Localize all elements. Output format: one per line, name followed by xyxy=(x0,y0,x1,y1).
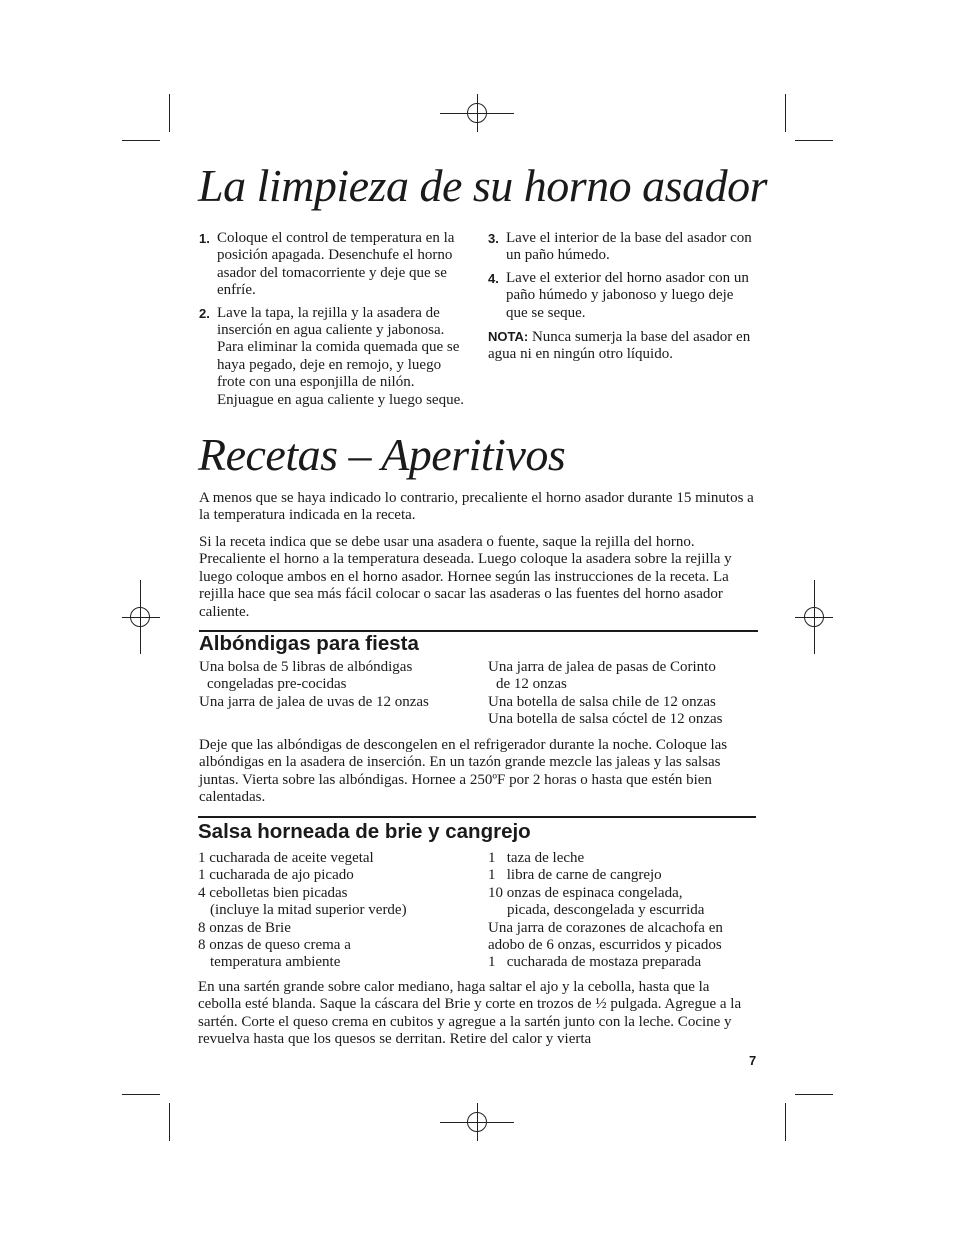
albondigas-ingredients-right xyxy=(488,659,758,729)
step-text: Coloque el control de temperatura en la posición apagada. Desenchufe el horno asador del tomacorriente y deje que se enfríe. xyxy=(217,230,455,299)
ingredient: 1 cucharada de ajo picado xyxy=(198,867,354,884)
salsa-title: Salsa horneada de brie y cangrejo xyxy=(198,820,531,843)
recipes-title: Recetas – Aperitivos xyxy=(198,429,566,480)
step-number: 2. xyxy=(199,305,210,321)
albondigas-ingredients-left xyxy=(199,659,479,711)
ingredient: 10 onzas de espinaca congelada, xyxy=(488,884,683,901)
section-rule xyxy=(198,816,756,818)
registration-target-icon xyxy=(467,103,487,123)
crop-mark xyxy=(169,94,170,132)
recipes-intro-1: A menos que se haya indicado lo contrario, precaliente el horno asador durante 15 minutos a la temperatura indicada en la receta. xyxy=(199,490,754,524)
ingredient: Una botella de salsa cóctel de 12 onzas xyxy=(488,711,723,728)
albondigas-instructions: Deje que las albóndigas de descongelen en el refrigerador durante la noche. Coloque las albóndigas en la asadera de inserción. En un tazón grande mezcle las jaleas y las salsas juntas. Vierta sobre las albóndigas. Hornee a 250ºF por 2 horas o hasta que estén bien calentadas. xyxy=(199,737,728,806)
step-item xyxy=(199,305,471,409)
step-text: Lave la tapa, la rejilla y la asadera de inserción en agua caliente y jabonosa. Para eliminar la comida quemada que se haya pegado, deje en remojo, y luego frote con una esponjilla de nilón. Enjuague en agua caliente y luego seque. xyxy=(217,304,464,408)
recipes-intro-2: Si la receta indica que se debe usar una asadera o fuente, saque la rejilla del horno. Precaliente el horno a la temperatura deseada. Luego coloque la asadera sobre la rejilla y luego coloque ambos en el horno asador. Hornee según las instrucciones de la receta. La rejilla hace que sea más fácil colocar o sacar las asaderas o las fuentes del horno asador caliente. xyxy=(199,534,732,620)
step-number: 1. xyxy=(199,231,210,246)
step-item xyxy=(488,230,758,265)
salsa-ingredients-left xyxy=(198,850,483,972)
note xyxy=(488,328,758,364)
ingredient: 8 onzas de Brie xyxy=(198,919,291,936)
albondigas-title: Albóndigas para fiesta xyxy=(199,632,419,655)
step-number: 3. xyxy=(488,231,499,246)
crop-mark xyxy=(795,140,833,141)
step-text: Lave el interior de la base del asador con un paño húmedo. xyxy=(506,230,752,264)
page-number: 7 xyxy=(749,1053,757,1068)
ingredient: Una botella de salsa chile de 12 onzas xyxy=(488,693,716,710)
registration-target-icon xyxy=(467,1112,487,1132)
cleaning-steps-left xyxy=(199,230,471,414)
note-label: NOTA: xyxy=(488,329,529,345)
ingredient: 1 cucharada de aceite vegetal xyxy=(198,850,374,866)
salsa-instructions: En una sartén grande sobre calor mediano, haga saltar el ajo y la cebolla, hasta que la cebolla esté blanda. Saque la cáscara del Brie y corte en trozos de ½ pulgada. Agregue a la sartén. Corte el queso crema en cubitos y agregue a la sartén junto con la leche. Cocine y revuelva hasta que los quesos se derritan. Retire del calor y vierta xyxy=(198,979,742,1048)
step-item xyxy=(488,270,758,322)
ingredient: adobo de 6 onzas, escurridos y picados xyxy=(488,937,722,954)
ingredient: 1 libra de carne de cangrejo xyxy=(488,867,662,884)
ingredient: de 12 onzas xyxy=(496,676,567,693)
crop-mark xyxy=(785,1103,786,1141)
step-item xyxy=(199,230,471,300)
ingredient: 8 onzas de queso crema a xyxy=(198,937,351,954)
ingredient: Una bolsa de 5 libras de albóndigas xyxy=(199,659,413,675)
registration-target-icon xyxy=(130,607,150,627)
cleaning-steps-right xyxy=(488,230,758,364)
ingredient: Una jarra de jalea de uvas de 12 onzas xyxy=(199,693,429,710)
crop-mark xyxy=(785,94,786,132)
note-text: Nunca sumerja la base del asador en agua ni en ningún otro líquido. xyxy=(488,329,751,363)
ingredient: Una jarra de jalea de pasas de Corinto xyxy=(488,659,716,675)
step-text: Lave el exterior del horno asador con un paño húmedo y jabonoso y luego deje que se seque. xyxy=(506,269,749,321)
crop-mark xyxy=(169,1103,170,1141)
ingredient: picada, descongelada y escurrida xyxy=(507,902,705,919)
cleaning-title: La limpieza de su horno asador xyxy=(198,160,767,211)
ingredient: temperatura ambiente xyxy=(210,954,341,971)
ingredient: 4 cebolletas bien picadas xyxy=(198,884,348,901)
ingredient: congeladas pre-cocidas xyxy=(207,676,347,693)
ingredient: Una jarra de corazones de alcachofa en xyxy=(488,919,723,936)
registration-target-icon xyxy=(804,607,824,627)
ingredient: 1 cucharada de mostaza preparada xyxy=(488,954,702,971)
salsa-ingredients-right xyxy=(488,850,756,972)
ingredient: (incluye la mitad superior verde) xyxy=(210,902,407,919)
crop-mark xyxy=(795,1094,833,1095)
crop-mark xyxy=(122,1094,160,1095)
crop-mark xyxy=(122,140,160,141)
step-number: 4. xyxy=(488,270,499,286)
ingredient: 1 taza de leche xyxy=(488,850,585,866)
